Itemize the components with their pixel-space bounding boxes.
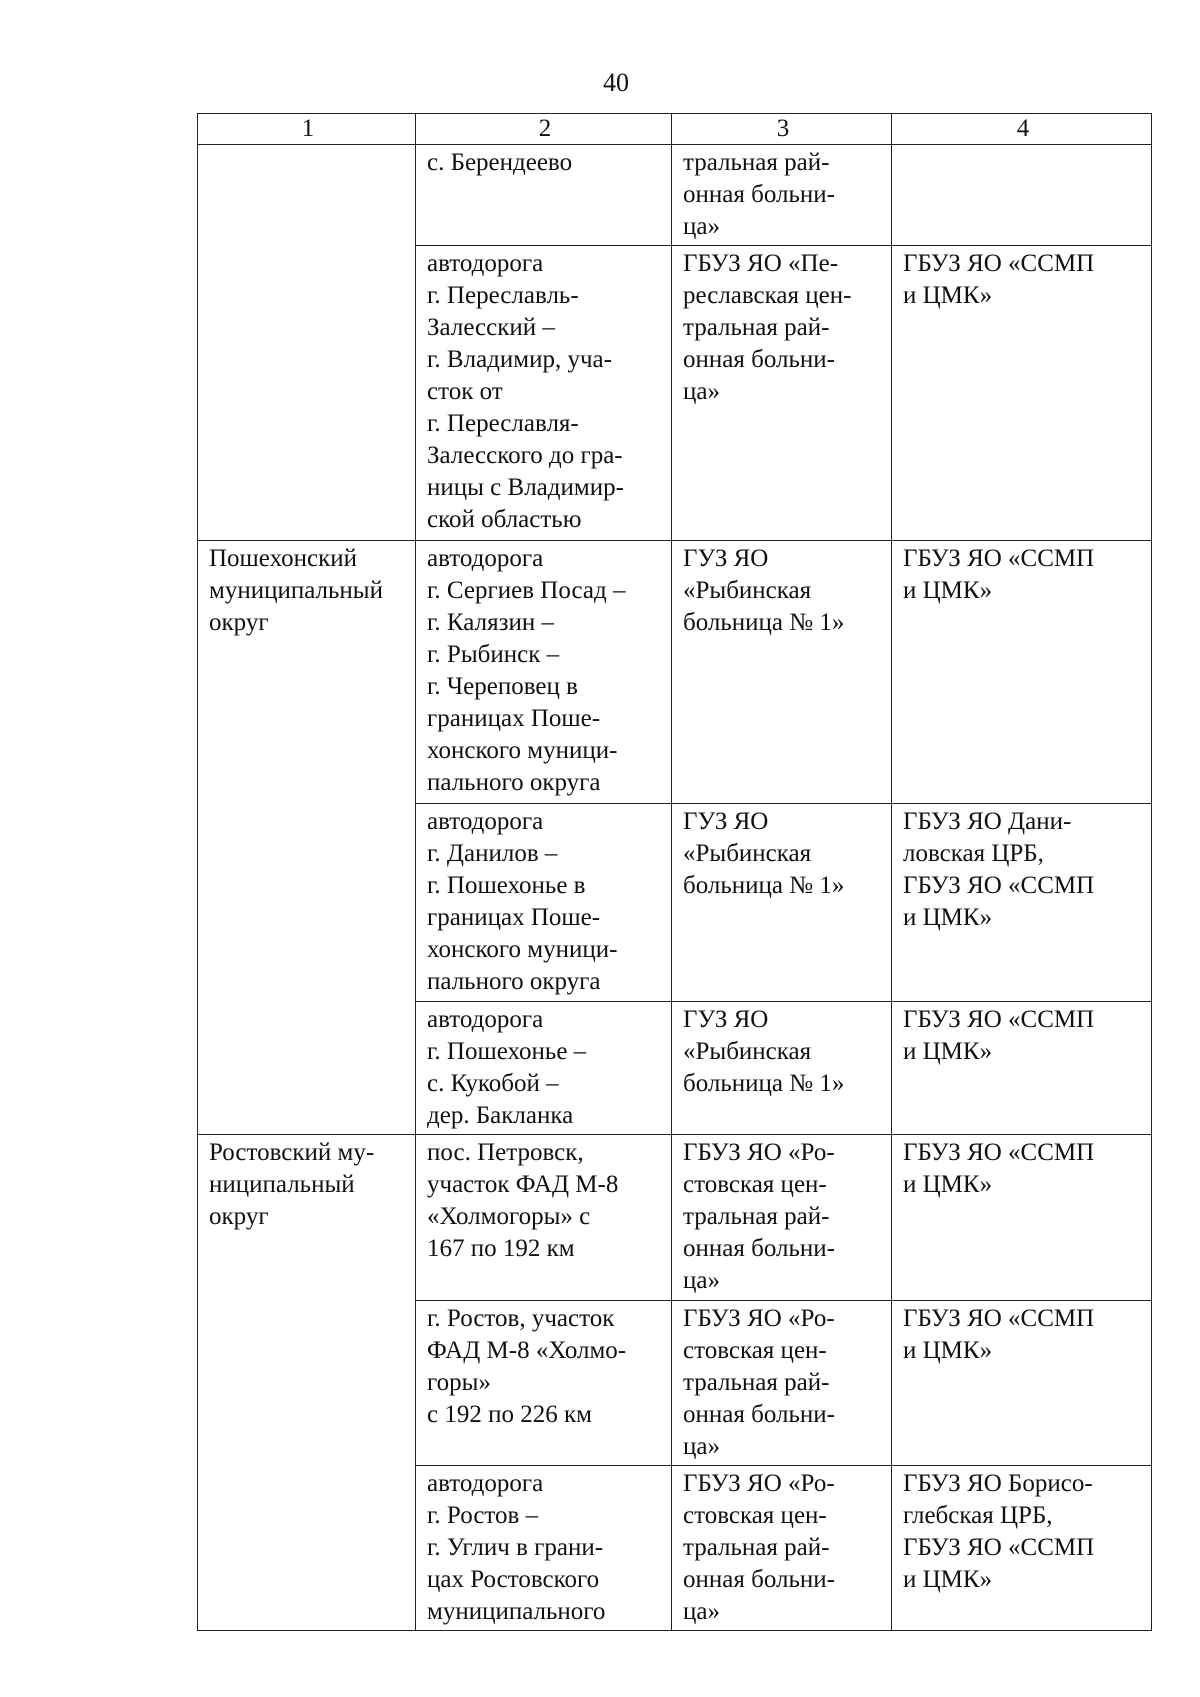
road-cell: автодорога г. Ростов – г. Углич в грани- цах Ростовского муниципального	[416, 1466, 672, 1631]
road-cell: с. Берендеево	[416, 145, 672, 246]
routes-table	[197, 113, 1152, 1631]
hospital-cell: ГБУЗ ЯО «Пе- реславская цен- тральная рай- онная больни- ца»	[672, 246, 892, 541]
page-number: 40	[603, 68, 629, 97]
hospital-cell: ГБУЗ ЯО «Ро- стовская цен- тральная рай- онная больни- ца»	[672, 1135, 892, 1301]
road-cell: автодорога г. Переславль- Залесский – г. Владимир, уча- сток от г. Переславля- Залесского до гра- ницы с Владимир- ской областью	[416, 246, 672, 541]
hospital-cell: ГУЗ ЯО «Рыбинская больница № 1»	[672, 804, 892, 1002]
road-cell: автодорога г. Сергиев Посад – г. Калязин – г. Рыбинск – г. Череповец в границах Поше- хонского муници- пального округа	[416, 541, 672, 804]
hospital-cell: ГБУЗ ЯО «Ро- стовская цен- тральная рай- онная больни- ца»	[672, 1466, 892, 1631]
road-cell: автодорога г. Данилов – г. Пошехонье в границах Поше- хонского муници- пального округа	[416, 804, 672, 1002]
district-cell: Ростовский му- ниципальный округ	[198, 1135, 416, 1631]
ambulance-cell: ГБУЗ ЯО Борисо- глебская ЦРБ, ГБУЗ ЯО «ССМП и ЦМК»	[892, 1466, 1152, 1631]
road-cell: г. Ростов, участок ФАД М-8 «Холмо- горы» с 192 по 226 км	[416, 1301, 672, 1466]
hospital-cell: ГУЗ ЯО «Рыбинская больница № 1»	[672, 1002, 892, 1135]
ambulance-cell: ГБУЗ ЯО «ССМП и ЦМК»	[892, 1301, 1152, 1466]
column-header: 1	[198, 114, 416, 145]
hospital-cell: тральная рай- онная больни- ца»	[672, 145, 892, 246]
district-cell	[198, 145, 416, 541]
ambulance-cell	[892, 145, 1152, 246]
hospital-cell: ГУЗ ЯО «Рыбинская больница № 1»	[672, 541, 892, 804]
table-row	[198, 541, 1152, 804]
road-cell: автодорога г. Пошехонье – с. Кукобой – дер. Бакланка	[416, 1002, 672, 1135]
ambulance-cell: ГБУЗ ЯО Дани- ловская ЦРБ, ГБУЗ ЯО «ССМП и ЦМК»	[892, 804, 1152, 1002]
table-row	[198, 1135, 1152, 1301]
ambulance-cell: ГБУЗ ЯО «ССМП и ЦМК»	[892, 541, 1152, 804]
table-header-row	[198, 114, 1152, 145]
hospital-cell: ГБУЗ ЯО «Ро- стовская цен- тральная рай- онная больни- ца»	[672, 1301, 892, 1466]
ambulance-cell: ГБУЗ ЯО «ССМП и ЦМК»	[892, 1002, 1152, 1135]
ambulance-cell: ГБУЗ ЯО «ССМП и ЦМК»	[892, 1135, 1152, 1301]
table-row	[198, 145, 1152, 246]
column-header: 2	[416, 114, 672, 145]
column-header: 3	[672, 114, 892, 145]
ambulance-cell: ГБУЗ ЯО «ССМП и ЦМК»	[892, 246, 1152, 541]
district-cell: Пошехонский муниципальный округ	[198, 541, 416, 1135]
road-cell: пос. Петровск, участок ФАД М-8 «Холмогоры» с 167 по 192 км	[416, 1135, 672, 1301]
column-header: 4	[892, 114, 1152, 145]
